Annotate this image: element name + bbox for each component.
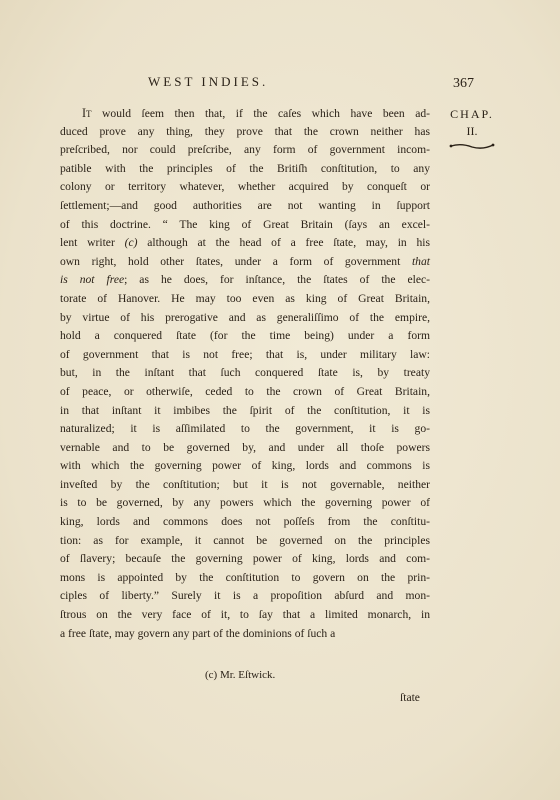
text-line: It would ſeem then that, if the caſes which have been ad- xyxy=(82,106,430,120)
text-line: of this doctrine. “ The king of Great Britain (ſays an excel- xyxy=(60,217,430,231)
text-line: is to be governed, by any powers which the governing power of xyxy=(60,496,430,510)
text-line: hold a conquered ſtate (for the time being) under a form xyxy=(60,329,430,343)
page-number: 367 xyxy=(453,76,474,91)
text-line: a free ſtate, may govern any part of the dominions of ſuch a xyxy=(60,626,336,640)
chapter-marginal-note xyxy=(437,106,507,150)
text-line: naturalized; it is aſſimilated to the government, it is go- xyxy=(60,422,430,436)
body-text xyxy=(60,104,430,643)
text-line: lent writer (c) although at the head of a free ſtate, may, in his xyxy=(60,236,430,250)
text-line: by virtue of his prerogative and as generaliſſimo of the empire, xyxy=(60,310,430,324)
chapter-number: II. xyxy=(466,124,478,138)
chapter-label: CHAP. xyxy=(450,107,494,121)
flourish-ornament-icon xyxy=(449,142,495,150)
text-line: of government that is not free; that is, under military law: xyxy=(60,347,430,361)
text-line: inveſted by the conſtitution; but it is not governable, neither xyxy=(60,477,430,491)
text-line: ſtrous on the very face of it, to ſay that a limited monarch, in xyxy=(60,608,430,622)
text-line: mons is appointed by the conſtitution to govern on the prin- xyxy=(60,570,430,584)
text-line: tion: as for example, it cannot be governed on the principles xyxy=(60,533,430,547)
text-line: with which the governing power of king, lords and commons is xyxy=(60,459,430,473)
text-line: of ſlavery; becauſe the governing power of king, lords and com- xyxy=(60,552,430,566)
text-line: torate of Hanover. He may too even as king of Great Britain, xyxy=(60,291,430,305)
text-line: ſettlement;—and good authorities are not wanting in ſupport xyxy=(60,198,430,212)
catchword: ſtate xyxy=(400,691,420,704)
text-line: own right, hold other ſtates, under a form of government that xyxy=(60,254,430,268)
text-line: preſcribed, nor could preſcribe, any form of government incom- xyxy=(60,143,430,157)
text-line: of peace, or otherwiſe, ceded to the crown of Great Britain, xyxy=(60,384,430,398)
text-line: colony or territory whatever, whether acquired by conqueſt or xyxy=(60,180,430,194)
text-line: but, in the inſtant that ſuch conquered ſtate is, by treaty xyxy=(60,366,430,380)
text-line: ciples of liberty.” Surely it is a propoſition abſurd and mon- xyxy=(60,589,430,603)
text-line: in that inſtant it imbibes the ſpirit of the conſtitution, it is xyxy=(60,403,430,417)
footnote: (c) Mr. Eſtwick. xyxy=(205,669,276,681)
running-title: WEST INDIES. xyxy=(148,74,269,89)
text-line: patible with the principles of the Britiſh conſtitution, to any xyxy=(60,161,430,175)
text-line: vernable and to be governed by, and under all thoſe powers xyxy=(60,440,430,454)
text-line: is not free; as he does, for inſtance, the ſtates of the elec- xyxy=(60,273,430,287)
text-line: duced prove any thing, they prove that the crown neither has xyxy=(60,124,430,138)
text-line: king, lords and commons does not poſſeſs from the conſtitu- xyxy=(60,515,430,529)
